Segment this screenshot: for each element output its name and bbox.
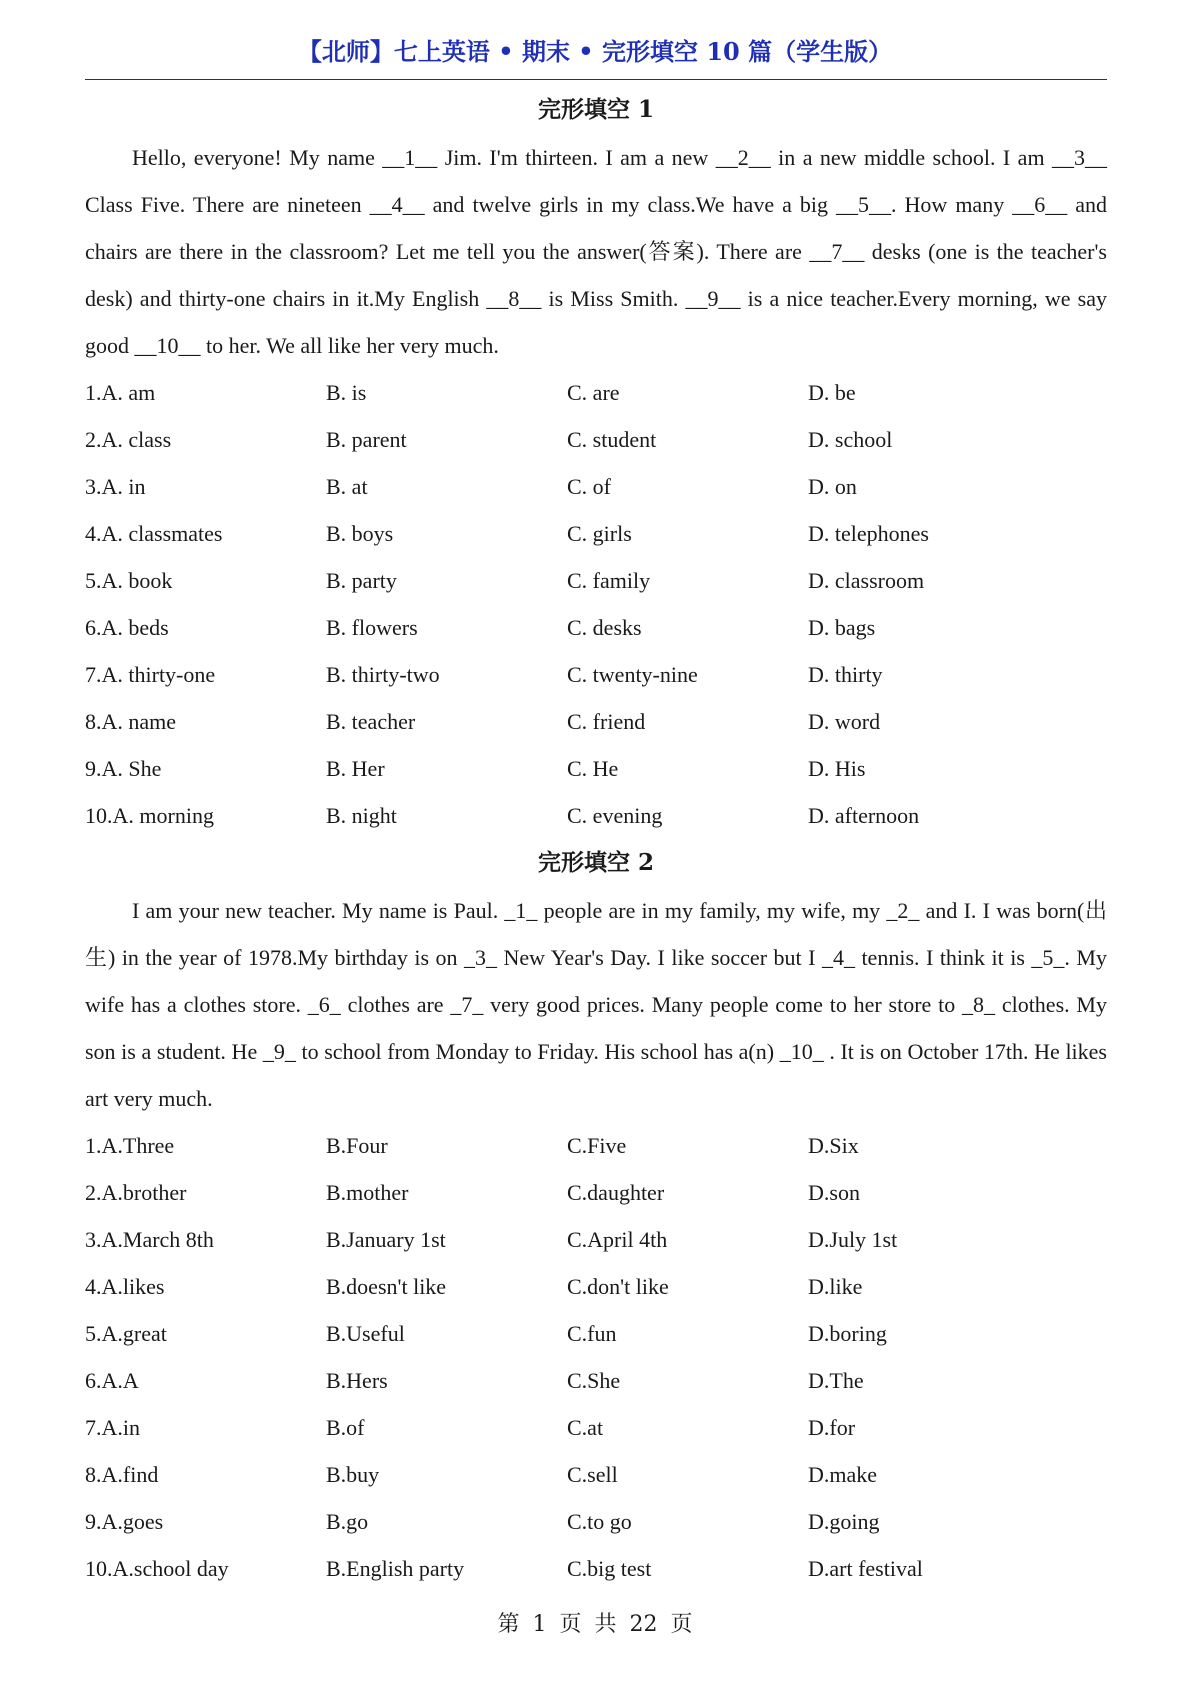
question-row [85, 416, 1107, 463]
question-row [85, 1404, 1107, 1451]
answer-option: C.fun [567, 1321, 617, 1346]
question-row [85, 651, 1107, 698]
question-row [85, 1357, 1107, 1404]
answer-option: C. He [567, 756, 619, 781]
answer-option: D.make [808, 1462, 878, 1487]
question-row [85, 1263, 1107, 1310]
section-title: 完形填空 1 [537, 96, 654, 123]
answer-option: C.at [567, 1415, 604, 1440]
answer-option: C. girls [567, 521, 632, 546]
answer-option: D.son [808, 1180, 860, 1205]
question-row [85, 510, 1107, 557]
answer-option: D. word [808, 709, 881, 734]
question-row [85, 557, 1107, 604]
answer-option: C.April 4th [567, 1227, 668, 1252]
answer-option: B.Hers [326, 1368, 388, 1393]
question-row [85, 1310, 1107, 1357]
answer-option: B.go [326, 1509, 369, 1534]
answer-option: C.big test [567, 1556, 652, 1581]
answer-option: D.for [808, 1415, 856, 1440]
answer-option: 9.A. She [85, 756, 162, 781]
answer-option: D.art festival [808, 1556, 923, 1581]
answer-option: C. of [567, 474, 611, 499]
answer-option: 7.A.in [85, 1415, 140, 1440]
answer-option: D. thirty [808, 662, 883, 687]
answer-option: C. desks [567, 615, 642, 640]
answer-option: C.She [567, 1368, 621, 1393]
question-row [85, 1169, 1107, 1216]
answer-option: D. His [808, 756, 866, 781]
answer-option: D.July 1st [808, 1227, 898, 1252]
answer-option: D. be [808, 380, 856, 405]
cloze-passage: Hello, everyone! My name __1__ Jim. I'm thirteen. I am a new __2__ in a new middle school. I am __3__ Class Five. There are nineteen __4__ and twelve girls in my class.We have a big __5__. How many __6__ and chairs are there in the classroom? Let me tell you the answer(答案). There are __7__ desks (one is the teacher's desk) and thirty-one chairs in it.My English __8__ is Miss Smith. __9__ is a nice teacher.Every morning, we say good __10__ to her. We all like her very much. [85, 145, 1107, 358]
answer-option: B. night [326, 803, 397, 828]
answer-option: C. family [567, 568, 651, 593]
answer-option: D.Six [808, 1133, 859, 1158]
answer-option: 5.A. book [85, 568, 173, 593]
answer-option: B. teacher [326, 709, 416, 734]
answer-option: B. boys [326, 521, 394, 546]
answer-option: 4.A. classmates [85, 521, 223, 546]
answer-option: B.buy [326, 1462, 380, 1487]
answer-option: B. party [326, 568, 397, 593]
answer-option: D. on [808, 474, 857, 499]
answer-option: B.January 1st [326, 1227, 446, 1252]
question-row [85, 463, 1107, 510]
question-row [85, 1545, 1107, 1592]
answer-option: D.going [808, 1509, 880, 1534]
question-row [85, 604, 1107, 651]
answer-option: B.of [326, 1415, 365, 1440]
answer-option: D.boring [808, 1321, 887, 1346]
answer-option: 8.A.find [85, 1462, 159, 1487]
answer-option: C. friend [567, 709, 646, 734]
answer-option: 5.A.great [85, 1321, 167, 1346]
answer-option: D. telephones [808, 521, 929, 546]
answer-option: D.The [808, 1368, 864, 1393]
question-row [85, 1216, 1107, 1263]
answer-option: 1.A. am [85, 380, 156, 405]
answer-option: C.sell [567, 1462, 618, 1487]
answer-option: C. are [567, 380, 620, 405]
answer-option: C. evening [567, 803, 663, 828]
question-row [85, 1451, 1107, 1498]
answer-option: B. at [326, 474, 368, 499]
answer-option: B.Useful [326, 1321, 405, 1346]
answer-option: B. is [326, 380, 367, 405]
question-row [85, 792, 1107, 839]
answer-option: 9.A.goes [85, 1509, 164, 1534]
question-row [85, 369, 1107, 416]
answer-option: C.don't like [567, 1274, 669, 1299]
cloze-passage: I am your new teacher. My name is Paul. _1_ people are in my family, my wife, my _2_ and I. I was born(出生) in the year of 1978.My birthday is on _3_ New Year's Day. I like soccer but I _4_ tennis. I think it is _5_. My wife has a clothes store. _6_ clothes are _7_ very good prices. Many people come to her store to _8_ clothes. My son is a student. He _9_ to school from Monday to Friday. His school has a(n) _10_ . It is on October 17th. He likes art very much. [85, 898, 1107, 1111]
answer-option: 7.A. thirty-one [85, 662, 216, 687]
question-row [85, 1498, 1107, 1545]
answer-option: C. student [567, 427, 657, 452]
answer-option: 6.A. beds [85, 615, 169, 640]
answer-option: 10.A. morning [85, 803, 214, 828]
answer-option: C.daughter [567, 1180, 665, 1205]
question-row [85, 1122, 1107, 1169]
answer-option: 10.A.school day [85, 1556, 229, 1581]
answer-option: B.mother [326, 1180, 409, 1205]
document-header-title: 【北师】七上英语 • 期末 • 完形填空 10 篇（学生版） [297, 37, 893, 66]
question-row [85, 745, 1107, 792]
question-options-list [85, 369, 1107, 839]
header-divider [85, 79, 1107, 80]
answer-option: B.doesn't like [326, 1274, 447, 1299]
answer-option: B. parent [326, 427, 407, 452]
answer-option: D. bags [808, 615, 876, 640]
answer-option: D. school [808, 427, 893, 452]
answer-option: C.to go [567, 1509, 632, 1534]
answer-option: D.like [808, 1274, 863, 1299]
answer-option: 8.A. name [85, 709, 177, 734]
answer-option: D. afternoon [808, 803, 920, 828]
answer-option: 4.A.likes [85, 1274, 165, 1299]
answer-option: B. flowers [326, 615, 418, 640]
answer-option: C.Five [567, 1133, 627, 1158]
section-title: 完形填空 2 [537, 849, 654, 876]
answer-option: 1.A.Three [85, 1133, 175, 1158]
answer-option: 2.A. class [85, 427, 172, 452]
page-content [85, 86, 1107, 1592]
page-number-footer: 第 1 页 共 22 页 [497, 1612, 693, 1637]
question-row [85, 698, 1107, 745]
answer-option: C. twenty-nine [567, 662, 698, 687]
answer-option: B. thirty-two [326, 662, 440, 687]
answer-option: 6.A.A [85, 1368, 139, 1393]
answer-option: 3.A.March 8th [85, 1227, 214, 1252]
answer-option: B.Four [326, 1133, 388, 1158]
answer-option: 3.A. in [85, 474, 146, 499]
answer-option: B.English party [326, 1556, 465, 1581]
question-options-list [85, 1122, 1107, 1592]
answer-option: B. Her [326, 756, 385, 781]
answer-option: D. classroom [808, 568, 925, 593]
answer-option: 2.A.brother [85, 1180, 187, 1205]
